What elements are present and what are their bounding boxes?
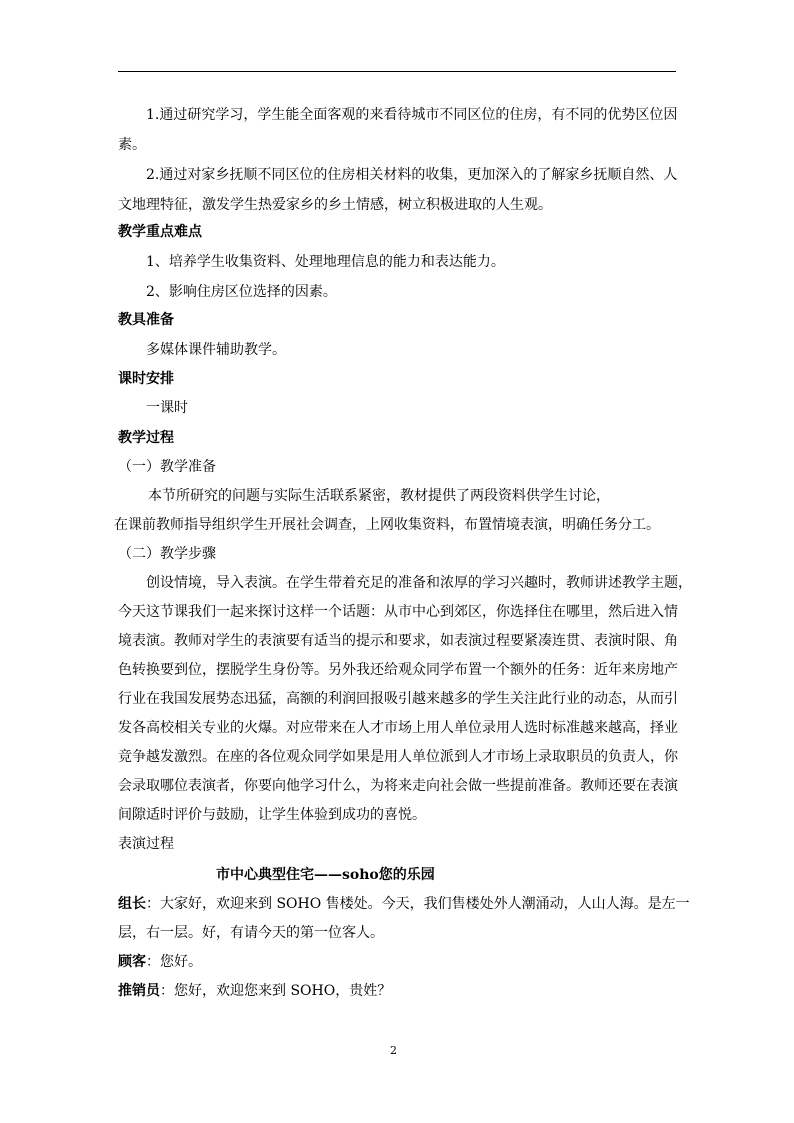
dialogue-text: ：您好，欢迎您来到 SOHO，贵姓？ [160, 983, 392, 999]
script-line-3 [118, 952, 202, 972]
steps-line-2: 今天这节课我们一起来探讨这样一个话题：从市中心到郊区，你选择住在哪里，然后进入情 [118, 604, 678, 620]
tools-heading: 教具准备 [118, 312, 174, 328]
page-number: 2 [390, 1044, 397, 1057]
dialogue-text: 层，右一层。好，有请今天的第一位客人。 [118, 925, 384, 941]
schedule-heading: 课时安排 [118, 371, 174, 387]
steps-line-3: 境表演。教师对学生的表演要有适当的提示和要求，如表演过程要紧凑连贯、表演时限、角 [118, 633, 678, 649]
steps-line-9: 间隙适时评价与鼓励，让学生体验到成功的喜悦。 [118, 807, 426, 823]
script-line-1 [118, 894, 690, 914]
objective-line-2: 素。 [118, 137, 146, 153]
script-title: 市中心典型住宅——soho您的乐园 [216, 867, 435, 883]
script-line-4 [118, 981, 391, 1001]
key-points-heading: 教学重点难点 [118, 224, 202, 240]
header-rule [118, 71, 676, 72]
objective-line-4: 文地理特征，激发学生热爱家乡的乡土情感，树立积极进取的人生观。 [118, 197, 552, 213]
script-line-2 [118, 923, 384, 943]
tools-text: 多媒体课件辅助教学。 [146, 342, 286, 358]
dialogue-text: ：大家好，欢迎来到 SOHO 售楼处。今天，我们售楼处外人潮涌动，人山人海。是左一 [146, 896, 690, 912]
prep-line-1: 本节所研究的问题与实际生活联系紧密，教材提供了两段资料供学生讨论， [148, 488, 610, 504]
prep-line-2: 在课前教师指导组织学生开展社会调查，上网收集资料，布置情境表演，明确任务分工。 [114, 517, 660, 533]
steps-heading: （二）教学步骤 [118, 546, 216, 562]
prep-heading: （一）教学准备 [118, 459, 216, 475]
steps-line-8: 会录取哪位表演者，你要向他学习什么，为将来走向社会做一些提前准备。教师还要在表演 [118, 778, 678, 794]
steps-line-5: 行业在我国发展势态迅猛，高额的利润回报吸引越来越多的学生关注此行业的动态，从而引 [118, 691, 678, 707]
key-point-item-1: 1、培养学生收集资料、处理地理信息的能力和表达能力。 [146, 254, 505, 270]
steps-line-1: 创设情境，导入表演。在学生带着充足的准备和浓厚的学习兴趣时，教师讲述教学主题， [146, 575, 692, 591]
schedule-text: 一课时 [146, 400, 188, 416]
speaker-label: 组长 [118, 896, 146, 912]
steps-line-7: 竞争越发激烈。在座的各位观众同学如果是用人单位派到人才市场上录取职员的负责人，你 [118, 749, 678, 765]
steps-line-6: 发各高校相关专业的火爆。对应带来在人才市场上用人单位录用人选时标准越来越高，择业 [118, 720, 678, 736]
key-point-item-2: 2、影响住房区位选择的因素。 [146, 284, 337, 300]
speaker-label: 顾客 [118, 954, 146, 970]
objective-line-3: 2.通过对家乡抚顺不同区位的住房相关材料的收集，更加深入的了解家乡抚顺自然、人 [146, 167, 678, 183]
process-heading: 教学过程 [118, 430, 174, 446]
dialogue-text: ：您好。 [146, 954, 202, 970]
steps-line-4: 色转换要到位，摆脱学生身份等。另外我还给观众同学布置一个额外的任务：近年来房地产 [118, 662, 678, 678]
objective-line-1: 1.通过研究学习，学生能全面客观的来看待城市不同区位的住房，有不同的优势区位因 [146, 107, 678, 123]
speaker-label: 推销员 [118, 983, 160, 999]
performance-label: 表演过程 [118, 836, 174, 852]
